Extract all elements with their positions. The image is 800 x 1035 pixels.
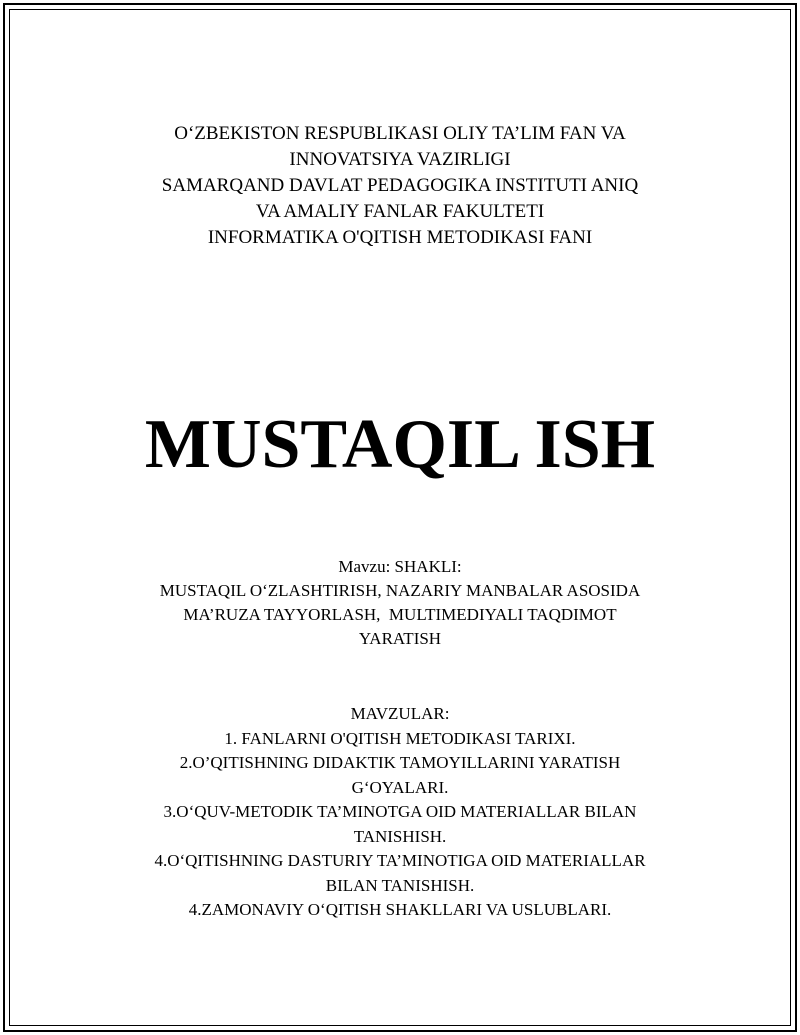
topics-list-item: 3.O‘QUV-METODIK TA’MINOTGA OID MATERIALLAR BILAN xyxy=(163,802,637,821)
topic-section xyxy=(0,555,800,651)
topics-list-item: 2.O’QITISHNING DIDAKTIK TAMOYILLARINI YARATISH xyxy=(179,753,621,772)
topic-line: MA’RUZA TAYYORLASH, MULTIMEDIYALI TAQDIMOT xyxy=(183,605,617,624)
topics-list xyxy=(0,702,800,923)
topics-list-item: 1. FANLARNI O'QITISH METODIKASI TARIXI. xyxy=(224,728,576,748)
header-line: O‘ZBEKISTON RESPUBLIKASI OLIY TA’LIM FAN VA xyxy=(174,123,626,144)
institution-header xyxy=(0,121,800,251)
header-line: INNOVATSIYA VAZIRLIGI xyxy=(289,149,511,170)
topics-heading: MAVZULAR: xyxy=(350,704,450,723)
topics-list-item: TANISHISH. xyxy=(353,826,447,846)
topics-list-item: 4.ZAMONAVIY O‘QITISH SHAKLLARI VA USLUBLARI. xyxy=(188,900,612,919)
document-title: MUSTAQIL ISH xyxy=(144,406,656,483)
header-line: INFORMATIKA O'QITISH METODIKASI FANI xyxy=(207,227,593,248)
topic-line: Mavzu: SHAKLI: xyxy=(338,557,462,576)
topics-list-item: BILAN TANISHISH. xyxy=(325,875,475,895)
topics-list-item: G‘OYALARI. xyxy=(351,777,449,797)
topics-list-item: 4.O‘QITISHNING DASTURIY TA’MINOTIGA OID MATERIALLAR xyxy=(154,851,646,870)
header-line: VA AMALIY FANLAR FAKULTETI xyxy=(255,201,545,222)
topic-line: MUSTAQIL O‘ZLASHTIRISH, NAZARIY MANBALAR ASOSIDA xyxy=(159,581,641,600)
header-line: SAMARQAND DAVLAT PEDAGOGIKA INSTITUTI ANIQ xyxy=(161,175,639,196)
topic-line: YARATISH xyxy=(358,629,442,648)
